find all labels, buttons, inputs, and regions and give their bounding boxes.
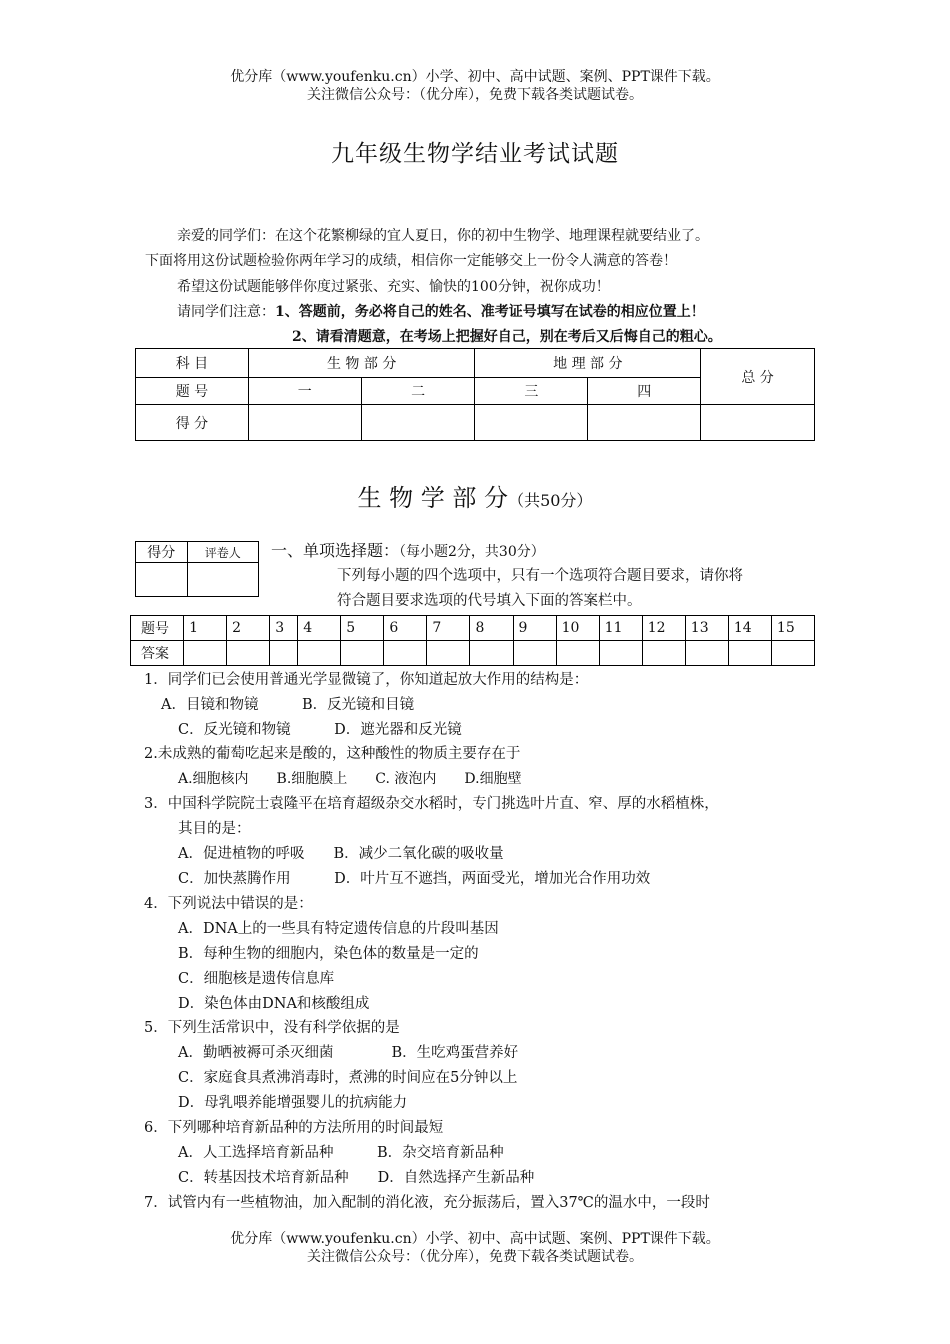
question-4: 4．下列说法中错误的是： [144, 896, 313, 912]
grader-score-label: 得分 [136, 542, 188, 563]
answer-number: 5 [341, 616, 384, 641]
question-5: 5．下列生活常识中，没有科学依据的是 [144, 1020, 400, 1036]
intro-line-3: 希望这份试题能够伴你度过紧张、充实、愉快的100分钟，祝你成功！ [177, 279, 610, 295]
grader-score-cell[interactable] [136, 563, 188, 597]
answer-number: 9 [513, 616, 556, 641]
question-5-options-ab: A．勤晒被褥可杀灭细菌 B．生吃鸡蛋营养好 [178, 1045, 519, 1061]
part1-heading-note: （每小题2分，共30分） [399, 544, 545, 560]
notice-1: 1、答题前，务必将自己的姓名、准考证号填写在试卷的相应位置上！ [275, 304, 705, 320]
answer-cell[interactable] [184, 641, 227, 666]
answer-table [130, 615, 815, 666]
question-5-option-c: C．家庭食具煮沸消毒时，煮沸的时间应在5分钟以上 [178, 1070, 518, 1086]
answer-number: 3 [270, 616, 298, 641]
page-title: 九年级生物学结业考试试题 [331, 141, 619, 167]
answer-cell[interactable] [227, 641, 270, 666]
part1-instruction-1: 下列每小题的四个选项中，只有一个选项符合题目要求，请你将 [337, 568, 743, 584]
question-3-options-cd: C．加快蒸腾作用 D．叶片互不遮挡，两面受光，增加光合作用功效 [178, 871, 651, 887]
grader-box [135, 541, 259, 597]
question-2: 2.未成熟的葡萄吃起来是酸的，这种酸性的物质主要存在于 [144, 746, 521, 762]
question-5-option-d: D．母乳喂养能增强婴儿的抗病能力 [178, 1095, 408, 1111]
answer-number: 12 [642, 616, 685, 641]
question-4-label: 四 [588, 378, 701, 405]
answer-row-label: 答案 [131, 641, 184, 666]
question-4-option-d: D．染色体由DNA和核酸组成 [178, 996, 370, 1012]
answer-cell[interactable] [270, 641, 298, 666]
answer-number-label: 题号 [131, 616, 184, 641]
notice-prefix: 请同学们注意： [177, 304, 275, 320]
question-3-label: 三 [475, 378, 588, 405]
answer-number: 11 [599, 616, 642, 641]
answer-cell[interactable] [427, 641, 470, 666]
number-label: 题 号 [136, 378, 249, 405]
score-cell-3[interactable] [475, 405, 588, 441]
total-label: 总 分 [701, 349, 815, 405]
answer-number: 8 [470, 616, 513, 641]
answer-number: 15 [771, 616, 814, 641]
answer-cell[interactable] [341, 641, 384, 666]
part1-instruction-2: 符合题目要求选项的代号填入下面的答案栏中。 [337, 593, 642, 609]
section-subtitle: （共50分） [508, 491, 593, 510]
question-1-options-ab: A．目镜和物镜 B．反光镜和目镜 [161, 697, 415, 713]
footer-line-1: 优分库（www.youfenku.cn）小学、初中、高中试题、案例、PPT课件下载。 [230, 1231, 720, 1247]
notice-2: 2、请看清题意，在考场上把握好自己，别在考后又后悔自己的粗心。 [292, 329, 722, 345]
answer-number: 2 [227, 616, 270, 641]
question-1-options-cd: C．反光镜和物镜 D．遮光器和反光镜 [178, 722, 462, 738]
intro-line-1: 亲爱的同学们：在这个花繁柳绿的宜人夏日，你的初中生物学、地理课程就要结业了。 [177, 228, 709, 244]
answer-cell[interactable] [599, 641, 642, 666]
grader-label: 评卷人 [187, 542, 258, 563]
question-1: 1．同学们已会使用普通光学显微镜了，你知道起放大作用的结构是： [144, 672, 589, 688]
answer-number: 1 [184, 616, 227, 641]
score-cell-total[interactable] [701, 405, 815, 441]
answer-cell[interactable] [470, 641, 513, 666]
question-6-options-cd: C．转基因技术培育新品种 D．自然选择产生新品种 [178, 1170, 535, 1186]
answer-number: 7 [427, 616, 470, 641]
footer-line-2: 关注微信公众号：（优分库），免费下载各类试题试卷。 [307, 1249, 643, 1265]
biology-part-label: 生 物 部 分 [248, 349, 475, 378]
subject-label: 科 目 [136, 349, 249, 378]
answer-number: 10 [556, 616, 599, 641]
part1-heading [271, 541, 545, 562]
answer-table-number-row [131, 616, 815, 641]
question-3-continued: 其目的是： [178, 821, 251, 837]
answer-number: 13 [685, 616, 728, 641]
intro-line-2: 下面将用这份试题检验你两年学习的成绩，相信你一定能够交上一份令人满意的答卷！ [145, 253, 677, 269]
header-line-2: 关注微信公众号：（优分库），免费下载各类试题试卷。 [307, 87, 643, 103]
question-4-option-c: C．细胞核是遗传信息库 [178, 971, 335, 987]
answer-cell[interactable] [556, 641, 599, 666]
question-6: 6．下列哪种培育新品种的方法所用的时间最短 [144, 1120, 444, 1136]
answer-cell[interactable] [771, 641, 814, 666]
question-4-option-a: A．DNA上的一些具有特定遗传信息的片段叫基因 [178, 921, 499, 937]
section-title-text: 生 物 学 部 分 [357, 484, 509, 512]
score-cell-2[interactable] [361, 405, 475, 441]
answer-table-answer-row [131, 641, 815, 666]
answer-cell[interactable] [513, 641, 556, 666]
question-3-options-ab: A．促进植物的呼吸 B．减少二氧化碳的吸收量 [178, 846, 504, 862]
score-label: 得 分 [136, 405, 249, 441]
question-3: 3．中国科学院院士袁隆平在培育超级杂交水稻时，专门挑选叶片直、窄、厚的水稻植株， [144, 796, 719, 812]
answer-number: 14 [728, 616, 771, 641]
geography-part-label: 地 理 部 分 [475, 349, 701, 378]
answer-cell[interactable] [728, 641, 771, 666]
question-2-label: 二 [361, 378, 475, 405]
answer-number: 6 [384, 616, 427, 641]
part1-heading-text: 一、单项选择题： [271, 541, 400, 560]
section-title [0, 478, 950, 513]
answer-cell[interactable] [685, 641, 728, 666]
answer-number: 4 [298, 616, 341, 641]
question-6-options-ab: A．人工选择培育新品种 B．杂交培育新品种 [178, 1145, 504, 1161]
question-1-label: 一 [248, 378, 361, 405]
question-4-option-b: B．每种生物的细胞内，染色体的数量是一定的 [178, 946, 479, 962]
question-7: 7．试管内有一些植物油，加入配制的消化液，充分振荡后，置入37℃的温水中，一段时 [144, 1195, 710, 1211]
score-table [135, 348, 815, 441]
answer-cell[interactable] [384, 641, 427, 666]
question-2-options: A.细胞核内 B.细胞膜上 C. 液泡内 D.细胞壁 [178, 771, 522, 787]
score-cell-4[interactable] [588, 405, 701, 441]
grader-name-cell[interactable] [187, 563, 258, 597]
notice-line-1 [177, 302, 705, 322]
answer-cell[interactable] [642, 641, 685, 666]
header-line-1: 优分库（www.youfenku.cn）小学、初中、高中试题、案例、PPT课件下载。 [230, 69, 720, 85]
score-cell-1[interactable] [248, 405, 361, 441]
answer-cell[interactable] [298, 641, 341, 666]
